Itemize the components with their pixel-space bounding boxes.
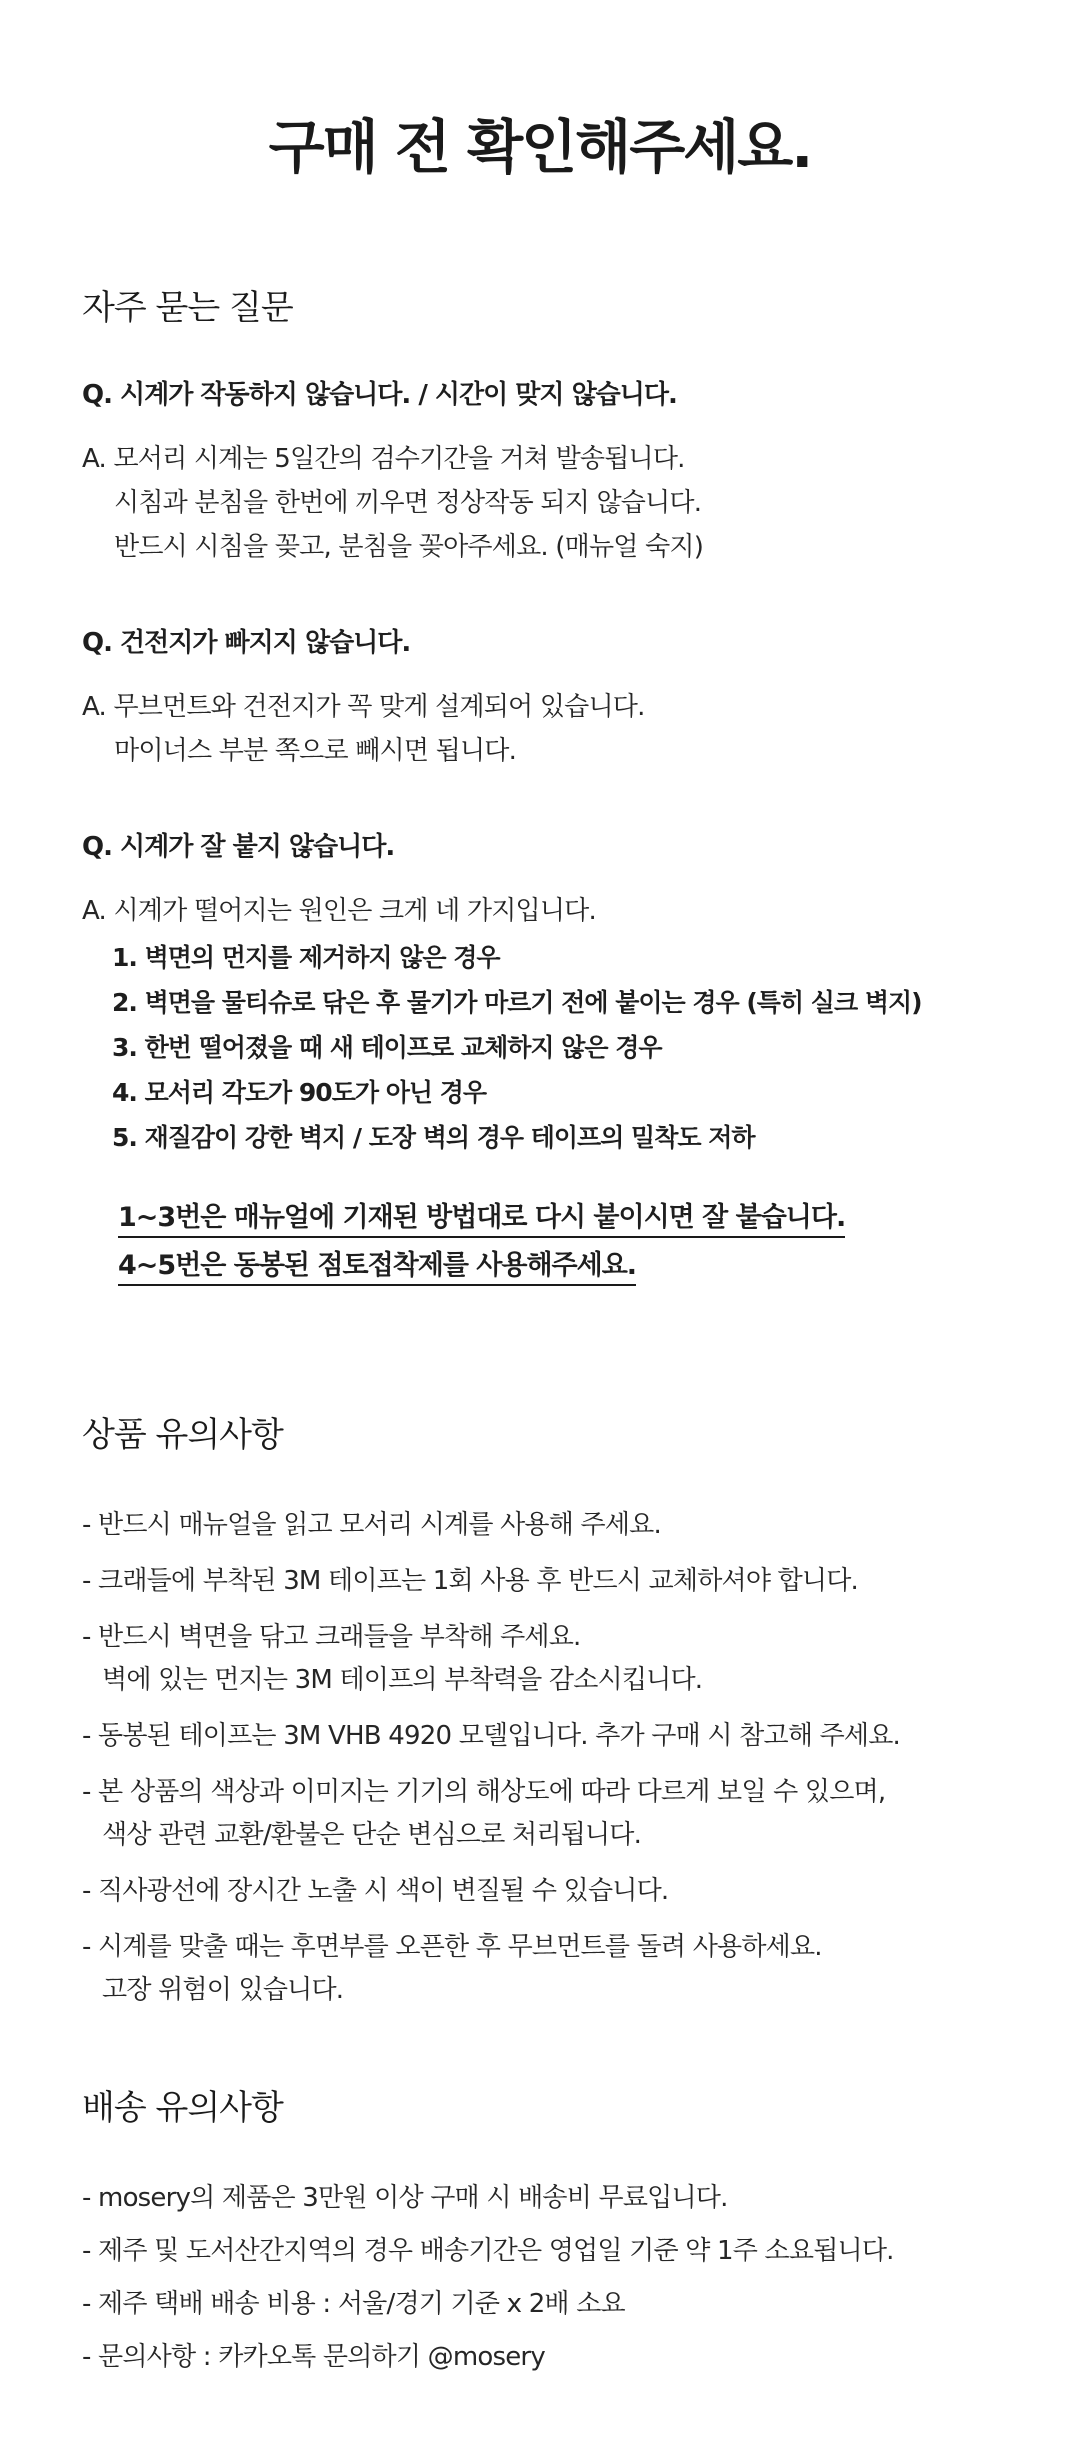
list-item [82, 1560, 1042, 1603]
faq-answer-line: A. 시계가 떨어지는 원인은 크게 네 가지입니다. [82, 896, 596, 926]
page-title: 구매 전 확인해주세요. [268, 113, 812, 181]
list-item [82, 1616, 1042, 1702]
list-item-text: - 문의사항 : 카카오톡 문의하기 @mosery [82, 2342, 545, 2372]
faq-item [82, 377, 1042, 569]
list-item-text: 벽에 있는 먼지는 3M 테이프의 부착력을 감소시킵니다. [102, 1665, 703, 1695]
faq-answer-line: 반드시 시침을 꽂고, 분침을 꽂아주세요. (매뉴얼 숙지) [114, 532, 704, 562]
reason-item: 2. 벽면을 물티슈로 닦은 후 물기가 마르기 전에 붙이는 경우 (특히 실크 벽지) [112, 988, 922, 1017]
reason-item: 4. 모서리 각도가 90도가 아닌 경우 [112, 1078, 487, 1107]
faq-section [82, 285, 1042, 1296]
product-notes-section [82, 1412, 1042, 2012]
list-item [82, 2283, 1042, 2326]
list-item-text: - 직사광선에 장시간 노출 시 색이 변질될 수 있습니다. [82, 1876, 669, 1906]
faq-answer-line: A. 무브먼트와 건전지가 꼭 맞게 설계되어 있습니다. [82, 692, 645, 722]
list-item [82, 2230, 1042, 2273]
shipping-notes-list [82, 2177, 1042, 2379]
content [82, 285, 1042, 2389]
list-item [82, 1926, 1042, 2012]
faq-answer-line: A. 모서리 시계는 5일간의 검수기간을 거쳐 발송됩니다. [82, 444, 685, 474]
shipping-notes-section [82, 2085, 1042, 2379]
list-item [82, 1870, 1042, 1913]
underlined-notes [118, 1200, 1042, 1296]
faq-question: Q. 건전지가 빠지지 않습니다. [82, 628, 411, 658]
list-item [82, 1715, 1042, 1758]
list-item-text: 색상 관련 교환/환불은 단순 변심으로 처리됩니다. [102, 1820, 642, 1850]
underlined-note: 1~3번은 매뉴얼에 기재된 방법대로 다시 붙이시면 잘 붙습니다. [118, 1200, 845, 1238]
list-item-text: - 시계를 맞출 때는 후면부를 오픈한 후 무브먼트를 돌려 사용하세요. [82, 1932, 822, 1962]
list-item-text: - 반드시 매뉴얼을 읽고 모서리 시계를 사용해 주세요. [82, 1510, 661, 1540]
list-item-text: - 제주 택배 배송 비용 : 서울/경기 기준 x 2배 소요 [82, 2289, 625, 2319]
list-item-text: - 크래들에 부착된 3M 테이프는 1회 사용 후 반드시 교체하셔야 합니다. [82, 1566, 859, 1596]
shipping-notes-title: 배송 유의사항 [82, 2088, 283, 2128]
list-item-text: 고장 위험이 있습니다. [102, 1975, 344, 2005]
list-item-text: - 동봉된 테이프는 3M VHB 4920 모델입니다. 추가 구매 시 참고해 주세요. [82, 1721, 901, 1751]
faq-question: Q. 시계가 작동하지 않습니다. / 시간이 맞지 않습니다. [82, 380, 677, 410]
product-notes-list [82, 1504, 1042, 2012]
faq-answer [82, 685, 1042, 773]
reason-list [82, 935, 1042, 1160]
faq-item [82, 625, 1042, 773]
list-item-text: - 본 상품의 색상과 이미지는 기기의 해상도에 따라 다르게 보일 수 있으며, [82, 1777, 886, 1807]
reason-item: 5. 재질감이 강한 벽지 / 도장 벽의 경우 테이프의 밀착도 저하 [112, 1123, 755, 1152]
list-item [82, 2177, 1042, 2220]
list-item [82, 2336, 1042, 2379]
list-item [82, 1504, 1042, 1547]
faq-answer-line: 시침과 분침을 한번에 끼우면 정상작동 되지 않습니다. [114, 488, 702, 518]
list-item-text: - 제주 및 도서산간지역의 경우 배송기간은 영업일 기준 약 1주 소요됩니다. [82, 2236, 894, 2266]
list-item-text: - 반드시 벽면을 닦고 크래들을 부착해 주세요. [82, 1622, 581, 1652]
faq-answer [82, 889, 1042, 933]
reason-item: 1. 벽면의 먼지를 제거하지 않은 경우 [112, 943, 500, 972]
faq-question: Q. 시계가 잘 붙지 않습니다. [82, 832, 395, 862]
underlined-note: 4~5번은 동봉된 점토접착제를 사용해주세요. [118, 1248, 636, 1286]
faq-section-title: 자주 묻는 질문 [82, 288, 293, 328]
product-notes-title: 상품 유의사항 [82, 1415, 283, 1455]
list-item [82, 1771, 1042, 1857]
faq-answer [82, 437, 1042, 569]
faq-answer-line: 마이너스 부분 쪽으로 빼시면 됩니다. [114, 736, 517, 766]
list-item-text: - mosery의 제품은 3만원 이상 구매 시 배송비 무료입니다. [82, 2183, 728, 2213]
faq-item [82, 829, 1042, 1296]
reason-item: 3. 한번 떨어졌을 때 새 테이프로 교체하지 않은 경우 [112, 1033, 662, 1062]
